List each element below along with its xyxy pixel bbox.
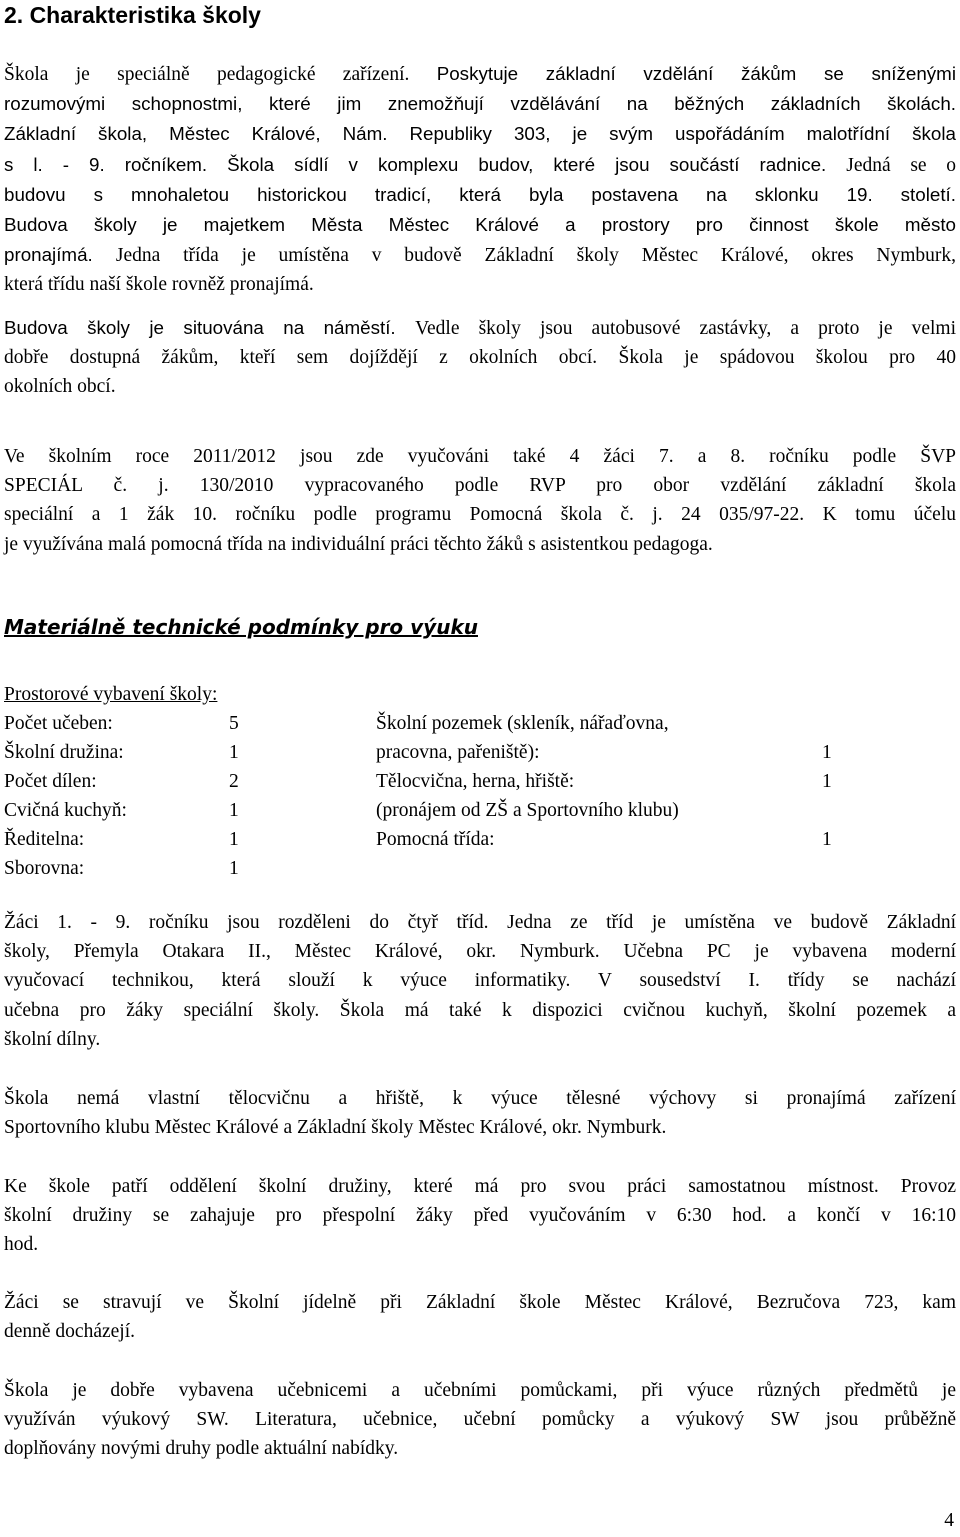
document-page [4,0,956,1537]
text-line [4,372,956,401]
location-paragraph [4,313,956,402]
text-run: je využívána malá pomocná třída na individuální práci těchto žáků s asistentkou pedagoga. [4,533,713,555]
text-line [4,59,956,89]
text-line: vyučovací technikou, která slouží k výuce informatiky. V sousedství I. třídy se nachází [4,970,956,992]
equipment-count: 1 [822,829,832,850]
text-run: Budova školy je situována na náměstí. [4,317,416,338]
section-heading: Materiálně technické podmínky pro výuku [4,615,478,639]
text-run: SPECIÁL č. j. 130/2010 vypracovaného podle RVP pro obor vzdělání základní škola [4,475,956,497]
text-line: školní dílny. [4,1028,101,1050]
text-line [4,180,956,210]
equipment-label: (pronájem od ZŠ a Sportovního klubu) [376,800,679,821]
text-line [4,442,956,471]
text-line [4,343,956,372]
text-run: okolních obcí. [4,376,116,398]
text-run: Vedle školy jsou autobusové zastávky, a proto je velmi [415,318,957,339]
equipment-row [4,738,956,767]
equipment-label: Cvičná kuchyň: [4,800,127,821]
equipment-label: Tělocvična, herna, hřiště: [376,771,575,792]
equipment-label: Školní pozemek (skleník, nářaďovna, [376,713,669,734]
text-line: Žáci 1. - 9. ročníku jsou rozděleni do čtyř tříd. Jedna ze tříd je umístěna ve budově Základní [4,912,956,933]
text-run: pronajímá. [4,244,116,266]
equipment-label: Počet učeben: [4,713,113,734]
equipment-count: 1 [822,771,832,792]
page-number: 4 [944,1510,954,1531]
equipment-row [4,767,956,796]
equipment-row [4,709,956,738]
page-title: 2. Charakteristika školy [4,2,261,28]
club-paragraph [4,1172,956,1260]
text-run: speciální a 1 žák 10. ročníku podle programu Pomocná škola č. j. 24 035/97-22. K tomu účelu [4,504,956,526]
text-line [4,500,956,529]
pupils-paragraph [4,908,956,1054]
text-line: učebna pro žáky speciální školy. Škola má také k dispozici cvičnou kuchyň, školní pozemek a [4,999,956,1021]
text-run: budovu s mnohaletou historickou tradicí, která byla postavena na sklonku 19. století. [4,183,956,205]
text-run: rozumovými schopnostmi, které jim znemožňují vzdělávání na běžných základních školách. [4,93,956,115]
resources-paragraph [4,1376,956,1464]
text-run: Jedna třída je umístěna v budově Základní školy Městec Králové, okres Nymburk, [115,245,956,267]
text-line [4,471,956,500]
text-line: hod. [4,1234,39,1256]
text-run: která třídu naší škole rovněž pronajímá. [4,274,314,296]
equipment-label: pracovna, pařeniště): [376,742,540,763]
text-line: Sportovního klubu Městec Králové a Základní školy Městec Králové, okr. Nymburk. [4,1117,667,1139]
intro-paragraph [4,59,956,300]
text-line: doplňovány novými druhy podle aktuální nabídky. [4,1438,399,1460]
canteen-paragraph [4,1288,956,1346]
text-line: Ke škole patří oddělení školní družiny, které má pro svou práci samostatnou místnost. Provoz [4,1176,956,1197]
text-line: školy, Přemyla Otakara II., Městec Králové, okr. Nymburk. Učebna PC je vybavena moderní [4,941,956,963]
equipment-row [4,825,956,854]
text-line: Škola nemá vlastní tělocvičnu a hřiště, k výuce tělesné výchovy si pronajímá zařízení [4,1088,956,1109]
equipment-count: 1 [229,829,239,850]
text-line [4,89,956,119]
text-line: školní družiny se zahajuje pro přespolní žáky před vyučováním v 6:30 hod. a končí v 16:10 [4,1205,956,1227]
text-run: Ve školním roce 2011/2012 jsou zde vyučováni také 4 žáci 7. a 8. ročníku podle ŠVP [4,446,956,467]
text-run: Poskytuje základní vzdělání žákům se sníženými [436,63,956,84]
text-line [4,313,956,343]
equipment-count: 1 [229,742,239,763]
text-line [4,210,956,240]
equipment-label: Ředitelna: [4,829,85,850]
equipment-subheading: Prostorové vybavení školy: [4,684,218,705]
text-line [4,119,956,149]
equipment-row [4,854,956,883]
text-line [4,240,956,270]
text-run: Jedná se o [846,154,956,176]
text-run: dobře dostupná žákům, kteří sem dojíždějí z okolních obcí. Škola je spádovou školou pro 40 [4,347,956,369]
equipment-count: 2 [229,771,239,792]
text-line: Žáci se stravují ve Školní jídelně při Základní škole Městec Králové, Bezručova 723, kam [4,1292,956,1313]
text-run: Škola je speciálně pedagogické zařízení. [4,64,437,85]
equipment-label: Školní družina: [4,742,124,763]
equipment-count: 1 [229,800,239,821]
text-line: Škola je dobře vybavena učebnicemi a učebními pomůckami, při výuce různých předmětů je [4,1380,956,1401]
school-year-paragraph [4,442,956,559]
equipment-label: Sborovna: [4,858,85,879]
text-line [4,150,956,180]
text-run: Budova školy je majetkem Města Městec Králové a prostory pro činnost škole město [4,214,956,236]
gym-paragraph [4,1084,956,1142]
text-run: Základní škola, Městec Králové, Nám. Republiky 303, je svým uspořádáním malotřídní škola [4,123,956,145]
text-line: denně docházejí. [4,1321,136,1343]
equipment-count: 5 [229,713,239,734]
text-run: s l. - 9. ročníkem. Škola sídlí v komplexu budov, které jsou součástí radnice. [4,153,847,175]
text-line [4,530,956,559]
text-line [4,270,956,299]
equipment-count: 1 [822,742,832,763]
equipment-label: Počet dílen: [4,771,97,792]
equipment-count: 1 [229,858,239,879]
text-line: využíván výukový SW. Literatura, učebnice, učební pomůcky a výukový SW jsou průběžně [4,1409,956,1431]
equipment-label: Pomocná třída: [376,829,495,850]
equipment-row [4,796,956,825]
